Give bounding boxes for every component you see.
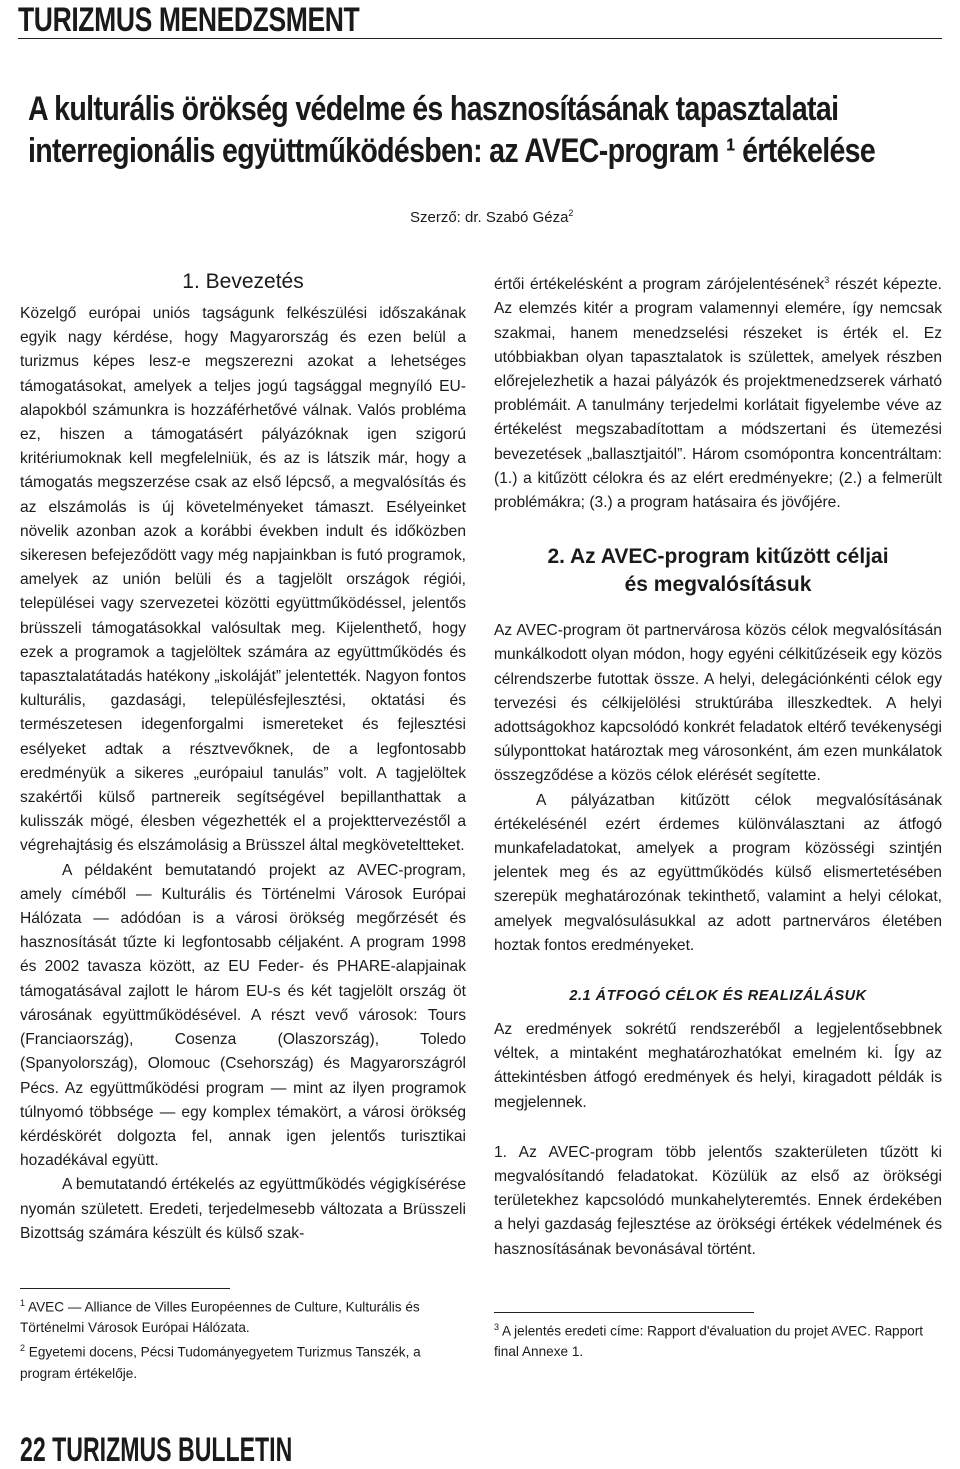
footnote-rule xyxy=(20,1288,230,1289)
right-paragraph-1 xyxy=(494,268,942,515)
header-rule xyxy=(18,38,942,39)
right-p1-start: értői értékelésként a program zárójelentésének xyxy=(494,276,825,294)
article-title xyxy=(28,88,948,172)
heading-2-line-1: 2. Az AVEC-program kitűzött céljai xyxy=(547,545,889,569)
heading-introduction: 1. Bevezetés xyxy=(182,270,304,293)
author-name: Szerző: dr. Szabó Géza xyxy=(410,209,569,226)
footnote-1 xyxy=(20,1293,466,1339)
footnote-3 xyxy=(494,1317,942,1363)
results-paragraph-2: 1. Az AVEC-program több jelentős szakterületen tűzött ki megvalósítandó feladatokat. Közülük az első az örökségi területekhez kapcsolódó munkahelyteremtés. Ennek érdekében a helyi gazdaság fejlesztése az örökségi értékek védelmének és hasznosításának bevonásával történt. xyxy=(494,1143,942,1258)
intro-paragraph-2: A példaként bemutatandó projekt az AVEC-program, amely címéből — Kulturális és Történelmi Városok Európai Hálózata — adódóan is a városi örökség megőrzését és hasznosítását tűzte ki legfontosabb céljaként. A program 1998 és 2002 tavasza között, az EU Feder- és PHARE-alapjainak támogatásával zajlott le három EU-s és két tagjelölt ország öt városának együttműködésével. A részt vevő városok: Tours (Franciaország), Cosenza (Olaszország), Toledo (Spanyolország), Olomouc (Csehország) és Magyarországról Pécs. Az együttműködési program — mint az ilyen programok túlnyomó többsége — egy komplex témakört, a városi örökség kérdéskörét dolgozta fel, annak igen jelentős turisztikai hozadékával együtt. xyxy=(20,861,466,1170)
page-footer: 22 TURIZMUS BULLETIN xyxy=(20,1431,293,1469)
heading-2-line-2: és megvalósításuk xyxy=(624,573,812,597)
left-column xyxy=(20,268,466,1384)
footnote-2 xyxy=(20,1338,466,1384)
subheading-2-1: 2.1 ÁTFOGÓ CÉLOK ÉS REALIZÁLÁSUK xyxy=(569,988,867,1005)
footnote-3-number: 3 xyxy=(494,1321,500,1332)
right-p1-rest: részét képezte. Az elemzés kitér a program valamennyi elemére, így nemcsak szakmai, hanem menedzselési részeket is érték el. Ez utóbbiakban olyan tapasztalatok is születtek, amelyek részben előrejelezhetik a hazai pályázók és projektmenedzserek várható problémáit. A tanulmány terjedelmi korlátait figyelembe véve az értékelést megszabadítottam a módszertani és ütemezési bevezetések „ballasztjaitól”. Három csomópontra koncentráltam: (1.) a kitűzött célokra és az elért eredményekre; (2.) a felmerült problémákra; (3.) a program hatásaira és jövőjére. xyxy=(494,276,942,512)
author-line xyxy=(410,208,573,226)
footnote-1-number: 1 xyxy=(20,1297,26,1308)
author-footnote-ref: 2 xyxy=(568,208,574,218)
footnote-3-text: A jelentés eredeti címe: Rapport d'évaluation du projet AVEC. Rapport final Annexe 1. xyxy=(494,1323,924,1360)
footnote-3-ref: 3 xyxy=(824,275,830,285)
goals-paragraph-1: Az AVEC-program öt partnervárosa közös célok megvalósításán munkálkodott olyan módon, hogy egyéni célkitűzéseik egy közös célrendszerbe futottak össze. A helyi, delegációnkénti célok egy tervezési és célkijelölési struktúrába illeszkedtek. A helyi adottságokhoz kapcsolódó konkrét feladatok eltérő tevékenységi súlyponttokat határoztak meg városonként, ám ezen munkálatok összegződése a közös célok elérését segítette. xyxy=(494,622,942,785)
intro-paragraph-3: A bemutatandó értékelés az együttműködés végigkísérése nyomán született. Eredeti, terjedelmesebb változata a Brüsszeli Bizottság számára készült és külső szak- xyxy=(20,1176,466,1242)
title-line-1: A kulturális örökség védelme és hasznosításának tapasztalatai xyxy=(28,90,839,128)
title-line-2: interregionális együttműködésben: az AVEC-program ¹ értékelése xyxy=(28,132,876,170)
footnote-2-text: Egyetemi docens, Pécsi Tudományegyetem Turizmus Tanszék, a program értékelője. xyxy=(20,1344,421,1381)
footnote-rule-right xyxy=(494,1312,754,1313)
heading-avec-goals xyxy=(494,543,942,599)
page-header xyxy=(18,0,942,40)
goals-paragraph-2: A pályázatban kitűzött célok megvalósításának értékelésénél ezért érdemes különválasztani az átfogó munkafeladatokat, amelyek a program közösségi szintjén jelentek meg és az együttműködés külső elismertetésében szerepük meghatározónak tekinthető, valamint a helyi célokat, amelyek megvalósulásukkal az adott partnerváros életében hoztak fontos eredményeket. xyxy=(494,791,942,954)
footnote-2-number: 2 xyxy=(20,1343,26,1354)
intro-paragraph-1: Közelgő európai uniós tagságunk felkészülési időszakának egyik nagy kérdése, hogy Magyarország és ezen belül a turizmus képes lesz-e megszerezni azokat a lehetséges támogatásokat, amelyek a teljes jogú tagsággal megnyíló EU-alapokból számunkra is hozzáférhetővé válnak. Valós probléma ez, hiszen a támogatásért pályázóknak igen szigorú kritériumoknak kell megfelelniük, és az is látszik már, hogy a támogatás megszerzése csak az első lépcső, a megvalósítás és az elszámolás is új követelményeket támaszt. Esélyeinket növelik azonban azok a korábbi években indult és időközben sikeresen befejeződött vagy még napjainkban is futó programok, amelyek az unión belüli és a tagjelölt országok régiói, települései vagy szervezetei közötti együttműködéssel, jelentős brüsszeli támogatásokkal valósultak meg. Kijelenthető, hogy ezek a programok a tagjelöltek számára az együttműködés és tapasztalatátadás hatékony „iskoláját” jelentették. Nagyon fontos kulturális, gazdasági, településfejlesztési, oktatási és természetesen idegenforgalmi ismereteket és fejlesztési esélyeket adtak a résztvevőknek, de a legfontosabb eredményük a sikeres „európaiul tanulás” volt. A tagjelöltek szakértői külső partnereik segítségével bepillanthattak a kulisszák mögé, élesben végezhették el a projekttervezéstől a végrehajtásig és elszámolásig a Brüsszel által megköveteltteket. xyxy=(20,305,466,855)
right-column xyxy=(494,268,942,1362)
section-title: TURIZMUS MENEDZSMENT xyxy=(18,1,360,39)
results-paragraph-1: Az eredmények sokrétű rendszeréből a legjelentősebbnek véltek, a mintaként meghatározhatókat emelném ki. Így az áttekintésben átfogó eredmények és helyi, kiragadott példák is megjelennek. xyxy=(494,1021,942,1111)
footnote-1-text: AVEC — Alliance de Villes Européennes de Culture, Kulturális és Történelmi Városok Európai Hálózata. xyxy=(20,1299,420,1336)
